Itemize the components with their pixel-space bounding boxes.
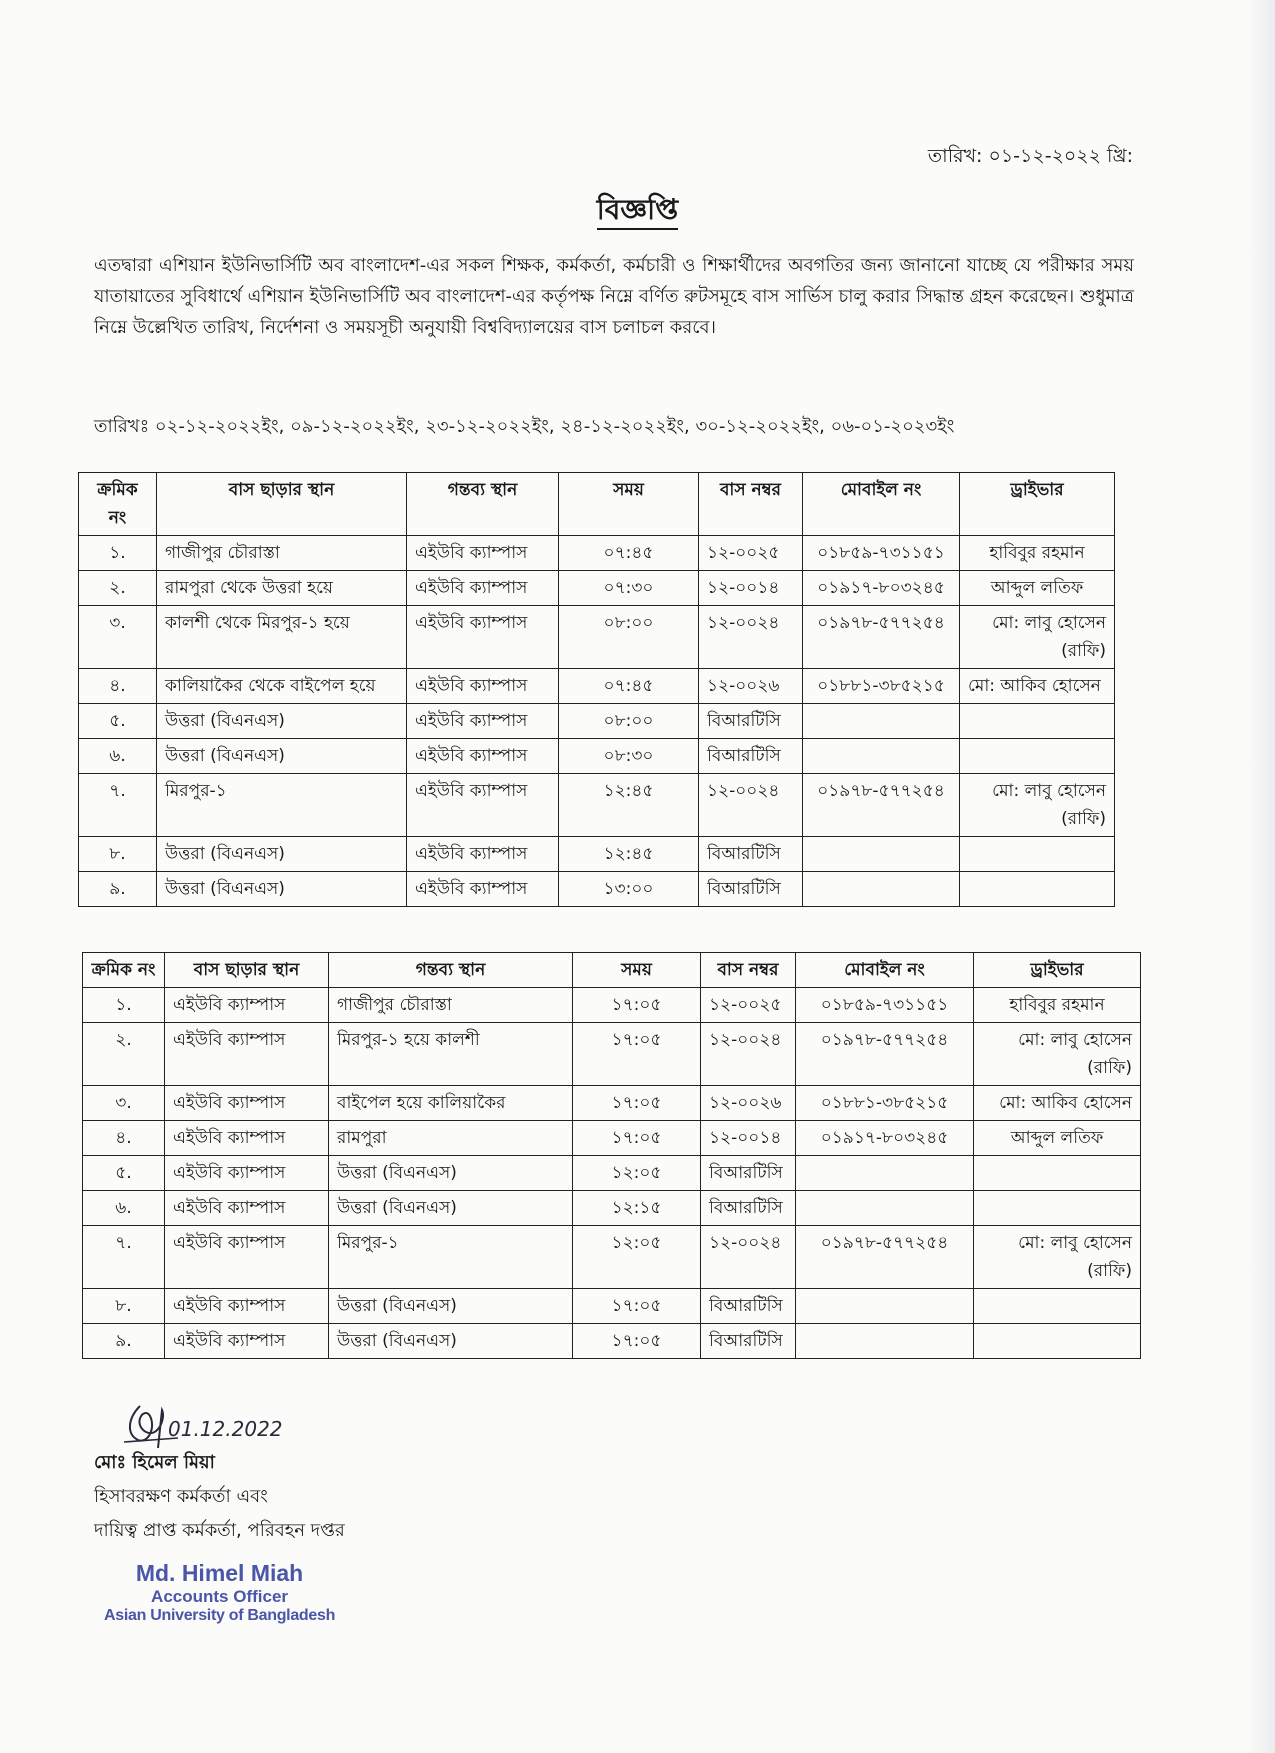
cell-time: ১৩:০০ bbox=[559, 872, 699, 907]
cell-time: ০৭:৪৫ bbox=[559, 536, 699, 571]
cell-serial: ৪. bbox=[83, 1121, 165, 1156]
service-dates: তারিখঃ ০২-১২-২০২২ইং, ০৯-১২-২০২২ইং, ২৩-১২-২০২২ইং, ২৪-১২-২০২২ইং, ৩০-১২-২০২২ইং, ০৬-০১-২০২৩ইং bbox=[94, 416, 955, 437]
table-row bbox=[83, 1324, 1141, 1359]
signatory-name: মোঃ হিমেল মিয়া bbox=[94, 1452, 215, 1473]
cell-driver bbox=[974, 1156, 1141, 1191]
table-row bbox=[83, 1086, 1141, 1121]
cell-serial: ৯. bbox=[83, 1324, 165, 1359]
cell-serial: ২. bbox=[83, 1023, 165, 1086]
cell-driver: মো: আকিব হোসেন bbox=[960, 669, 1115, 704]
table-row bbox=[79, 704, 1115, 739]
cell-mobile: ০১৮৫৯-৭৩১১৫১ bbox=[803, 536, 960, 571]
cell-serial: ৭. bbox=[83, 1226, 165, 1289]
cell-bus-no: বিআরটিসি bbox=[701, 1191, 796, 1226]
cell-mobile: ০১৯১৭-৮০৩২৪৫ bbox=[796, 1121, 974, 1156]
cell-time: ০৮:৩০ bbox=[559, 739, 699, 774]
table-row bbox=[83, 1023, 1141, 1086]
cell-driver: হাবিবুর রহমান bbox=[974, 988, 1141, 1023]
header-departure: বাস ছাড়ার স্থান bbox=[157, 473, 407, 536]
cell-mobile: ০১৯৭৮-৫৭৭২৫৪ bbox=[796, 1023, 974, 1086]
notice-title-text: বিজ্ঞপ্তি bbox=[597, 193, 678, 230]
signatory-block bbox=[94, 1446, 345, 1548]
table-row bbox=[83, 1289, 1141, 1324]
table-row bbox=[79, 739, 1115, 774]
cell-mobile bbox=[796, 1289, 974, 1324]
cell-time: ১৭:০৫ bbox=[573, 1289, 701, 1324]
cell-mobile bbox=[796, 1324, 974, 1359]
table-header-row bbox=[83, 953, 1141, 988]
cell-serial: ১. bbox=[83, 988, 165, 1023]
cell-bus-no: ১২-০০২৬ bbox=[699, 669, 803, 704]
cell-bus-no: ১২-০০২৫ bbox=[701, 988, 796, 1023]
cell-driver: আব্দুল লতিফ bbox=[974, 1121, 1141, 1156]
cell-departure: এইউবি ক্যাম্পাস bbox=[165, 1226, 329, 1289]
cell-destination: এইউবি ক্যাম্পাস bbox=[407, 669, 559, 704]
cell-destination: এইউবি ক্যাম্পাস bbox=[407, 774, 559, 837]
cell-serial: ৫. bbox=[83, 1156, 165, 1191]
cell-departure: উত্তরা (বিএনএস) bbox=[157, 739, 407, 774]
cell-time: ১২:১৫ bbox=[573, 1191, 701, 1226]
header-destination: গন্তব্য স্থান bbox=[407, 473, 559, 536]
header-time: সময় bbox=[559, 473, 699, 536]
header-serial: ক্রমিক নং bbox=[79, 473, 157, 536]
notice-title bbox=[0, 188, 1275, 235]
cell-bus-no: বিআরটিসি bbox=[701, 1324, 796, 1359]
header-destination: গন্তব্য স্থান bbox=[329, 953, 573, 988]
outbound-schedule-table bbox=[82, 952, 1141, 1359]
cell-destination: উত্তরা (বিএনএস) bbox=[329, 1324, 573, 1359]
cell-serial: ২. bbox=[79, 571, 157, 606]
cell-driver: মো: লাবু হোসেন (রাফি) bbox=[960, 606, 1115, 669]
cell-departure: কালিয়াকৈর থেকে বাইপেল হয়ে bbox=[157, 669, 407, 704]
cell-serial: ৯. bbox=[79, 872, 157, 907]
cell-mobile bbox=[796, 1191, 974, 1226]
cell-destination: উত্তরা (বিএনএস) bbox=[329, 1191, 573, 1226]
cell-destination: রামপুরা bbox=[329, 1121, 573, 1156]
header-mobile: মোবাইল নং bbox=[803, 473, 960, 536]
cell-time: ০৮:০০ bbox=[559, 606, 699, 669]
cell-destination: বাইপেল হয়ে কালিয়াকৈর bbox=[329, 1086, 573, 1121]
cell-departure: উত্তরা (বিএনএস) bbox=[157, 872, 407, 907]
cell-driver: হাবিবুর রহমান bbox=[960, 536, 1115, 571]
cell-destination: এইউবি ক্যাম্পাস bbox=[407, 739, 559, 774]
official-stamp bbox=[104, 1560, 335, 1625]
cell-time: ১২:০৫ bbox=[573, 1226, 701, 1289]
cell-time: ১৭:০৫ bbox=[573, 988, 701, 1023]
cell-mobile: ০১৯৭৮-৫৭৭২৫৪ bbox=[803, 606, 960, 669]
cell-destination: এইউবি ক্যাম্পাস bbox=[407, 704, 559, 739]
table-row bbox=[79, 536, 1115, 571]
table-row bbox=[79, 571, 1115, 606]
cell-destination: এইউবি ক্যাম্পাস bbox=[407, 536, 559, 571]
table-row bbox=[79, 774, 1115, 837]
table-row bbox=[83, 1191, 1141, 1226]
cell-destination: উত্তরা (বিএনএস) bbox=[329, 1289, 573, 1324]
cell-driver bbox=[974, 1324, 1141, 1359]
cell-departure: উত্তরা (বিএনএস) bbox=[157, 704, 407, 739]
cell-time: ১৭:০৫ bbox=[573, 1324, 701, 1359]
header-departure: বাস ছাড়ার স্থান bbox=[165, 953, 329, 988]
cell-serial: ৬. bbox=[79, 739, 157, 774]
header-mobile: মোবাইল নং bbox=[796, 953, 974, 988]
table-row bbox=[79, 837, 1115, 872]
table-row bbox=[83, 1156, 1141, 1191]
cell-mobile: ০১৯৭৮-৫৭৭২৫৪ bbox=[803, 774, 960, 837]
cell-driver: মো: লাবু হোসেন (রাফি) bbox=[960, 774, 1115, 837]
cell-bus-no: ১২-০০২৬ bbox=[701, 1086, 796, 1121]
cell-serial: ৪. bbox=[79, 669, 157, 704]
table-row bbox=[79, 606, 1115, 669]
cell-departure: রামপুরা থেকে উত্তরা হয়ে bbox=[157, 571, 407, 606]
cell-time: ১৭:০৫ bbox=[573, 1086, 701, 1121]
signatory-designation-2: দায়িত্ব প্রাপ্ত কর্মকর্তা, পরিবহন দপ্তর bbox=[94, 1520, 345, 1541]
cell-driver bbox=[960, 837, 1115, 872]
cell-time: ১৭:০৫ bbox=[573, 1121, 701, 1156]
cell-driver bbox=[960, 704, 1115, 739]
cell-bus-no: বিআরটিসি bbox=[699, 872, 803, 907]
cell-driver: মো: লাবু হোসেন (রাফি) bbox=[974, 1226, 1141, 1289]
cell-mobile bbox=[803, 739, 960, 774]
cell-departure: মিরপুর-১ bbox=[157, 774, 407, 837]
cell-destination: এইউবি ক্যাম্পাস bbox=[407, 606, 559, 669]
cell-destination: মিরপুর-১ হয়ে কালশী bbox=[329, 1023, 573, 1086]
cell-driver bbox=[960, 739, 1115, 774]
cell-bus-no: ১২-০০২৪ bbox=[699, 774, 803, 837]
cell-driver bbox=[974, 1191, 1141, 1226]
cell-mobile: ০১৮৫৯-৭৩১১৫১ bbox=[796, 988, 974, 1023]
cell-mobile bbox=[803, 872, 960, 907]
cell-time: ১৭:০৫ bbox=[573, 1023, 701, 1086]
cell-driver: মো: আকিব হোসেন bbox=[974, 1086, 1141, 1121]
cell-bus-no: ১২-০০২৪ bbox=[701, 1226, 796, 1289]
cell-serial: ৭. bbox=[79, 774, 157, 837]
page-edge-shadow bbox=[1247, 0, 1275, 1753]
cell-serial: ৮. bbox=[79, 837, 157, 872]
header-serial: ক্রমিক নং bbox=[83, 953, 165, 988]
header-bus-no: বাস নম্বর bbox=[701, 953, 796, 988]
cell-destination: এইউবি ক্যাম্পাস bbox=[407, 837, 559, 872]
cell-departure: এইউবি ক্যাম্পাস bbox=[165, 1191, 329, 1226]
cell-bus-no: বিআরটিসি bbox=[699, 704, 803, 739]
cell-bus-no: ১২-০০২৫ bbox=[699, 536, 803, 571]
cell-driver: মো: লাবু হোসেন (রাফি) bbox=[974, 1023, 1141, 1086]
table-header-row bbox=[79, 473, 1115, 536]
cell-departure: এইউবি ক্যাম্পাস bbox=[165, 988, 329, 1023]
header-driver: ড্রাইভার bbox=[960, 473, 1115, 536]
cell-departure: এইউবি ক্যাম্পাস bbox=[165, 1023, 329, 1086]
notice-date: তারিখ: ০১-১২-২০২২ খ্রি: bbox=[927, 145, 1133, 167]
cell-destination: এইউবি ক্যাম্পাস bbox=[407, 571, 559, 606]
cell-bus-no: বিআরটিসি bbox=[701, 1156, 796, 1191]
cell-serial: ৩. bbox=[79, 606, 157, 669]
cell-departure: গাজীপুর চৌরাস্তা bbox=[157, 536, 407, 571]
table-row bbox=[83, 1226, 1141, 1289]
signatory-designation-1: হিসাবরক্ষণ কর্মকর্তা এবং bbox=[94, 1486, 268, 1507]
table-row bbox=[83, 988, 1141, 1023]
table-row bbox=[83, 1121, 1141, 1156]
cell-driver bbox=[974, 1289, 1141, 1324]
cell-bus-no: ১২-০০১৪ bbox=[699, 571, 803, 606]
cell-destination: গাজীপুর চৌরাস্তা bbox=[329, 988, 573, 1023]
cell-serial: ৮. bbox=[83, 1289, 165, 1324]
stamp-organization: Asian University of Bangladesh bbox=[104, 1607, 336, 1624]
cell-time: ০৮:০০ bbox=[559, 704, 699, 739]
cell-bus-no: বিআরটিসি bbox=[699, 837, 803, 872]
header-driver: ড্রাইভার bbox=[974, 953, 1141, 988]
cell-bus-no: ১২-০০১৪ bbox=[701, 1121, 796, 1156]
cell-time: ১২:৪৫ bbox=[559, 837, 699, 872]
cell-destination: মিরপুর-১ bbox=[329, 1226, 573, 1289]
signature-date: 01.12.2022 bbox=[168, 1417, 283, 1441]
cell-departure: এইউবি ক্যাম্পাস bbox=[165, 1289, 329, 1324]
cell-driver: আব্দুল লতিফ bbox=[960, 571, 1115, 606]
cell-destination: উত্তরা (বিএনএস) bbox=[329, 1156, 573, 1191]
cell-departure: এইউবি ক্যাম্পাস bbox=[165, 1324, 329, 1359]
cell-departure: এইউবি ক্যাম্পাস bbox=[165, 1121, 329, 1156]
table-row bbox=[79, 669, 1115, 704]
cell-bus-no: ১২-০০২৪ bbox=[701, 1023, 796, 1086]
cell-destination: এইউবি ক্যাম্পাস bbox=[407, 872, 559, 907]
table-row bbox=[79, 872, 1115, 907]
stamp-role: Accounts Officer bbox=[151, 1587, 289, 1606]
cell-departure: এইউবি ক্যাম্পাস bbox=[165, 1156, 329, 1191]
cell-bus-no: বিআরটিসি bbox=[701, 1289, 796, 1324]
cell-mobile bbox=[803, 704, 960, 739]
cell-bus-no: বিআরটিসি bbox=[699, 739, 803, 774]
cell-serial: ৫. bbox=[79, 704, 157, 739]
cell-time: ১২:৪৫ bbox=[559, 774, 699, 837]
cell-driver bbox=[960, 872, 1115, 907]
cell-serial: ৬. bbox=[83, 1191, 165, 1226]
inbound-schedule-table bbox=[78, 472, 1115, 907]
cell-departure: এইউবি ক্যাম্পাস bbox=[165, 1086, 329, 1121]
notice-paragraph: এতদ্বারা এশিয়ান ইউনিভার্সিটি অব বাংলাদেশ-এর সকল শিক্ষক, কর্মকর্তা, কর্মচারী ও শিক্ষার্থীদের অবগতির জন্য জানানো যাচ্ছে যে পরীক্ষার সময় যাতায়াতের সুবিধার্থে এশিয়ান ইউনিভার্সিটি অব বাংলাদেশ-এর কর্তৃপক্ষ নিম্নে বর্ণিত রুটসমূহে বাস সার্ভিস চালু করার সিদ্ধান্ত গ্রহন করেছেন। শুধুমাত্র নিম্নে উল্লেখিত তারিখ, নির্দেশনা ও সময়সূচী অনুযায়ী বিশ্ববিদ্যালয়ের বাস চলাচল করবে। bbox=[94, 255, 1134, 338]
cell-departure: কালশী থেকে মিরপুর-১ হয়ে bbox=[157, 606, 407, 669]
cell-mobile: ০১৯১৭-৮০৩২৪৫ bbox=[803, 571, 960, 606]
cell-mobile bbox=[803, 837, 960, 872]
cell-serial: ১. bbox=[79, 536, 157, 571]
header-bus-no: বাস নম্বর bbox=[699, 473, 803, 536]
cell-time: ১২:০৫ bbox=[573, 1156, 701, 1191]
cell-mobile: ০১৮৮১-৩৮৫২১৫ bbox=[803, 669, 960, 704]
cell-serial: ৩. bbox=[83, 1086, 165, 1121]
stamp-name: Md. Himel Miah bbox=[135, 1560, 304, 1586]
cell-time: ০৭:৪৫ bbox=[559, 669, 699, 704]
cell-departure: উত্তরা (বিএনএস) bbox=[157, 837, 407, 872]
cell-bus-no: ১২-০০২৪ bbox=[699, 606, 803, 669]
cell-mobile bbox=[796, 1156, 974, 1191]
cell-mobile: ০১৮৮১-৩৮৫২১৫ bbox=[796, 1086, 974, 1121]
cell-mobile: ০১৯৭৮-৫৭৭২৫৪ bbox=[796, 1226, 974, 1289]
header-time: সময় bbox=[573, 953, 701, 988]
cell-time: ০৭:৩০ bbox=[559, 571, 699, 606]
